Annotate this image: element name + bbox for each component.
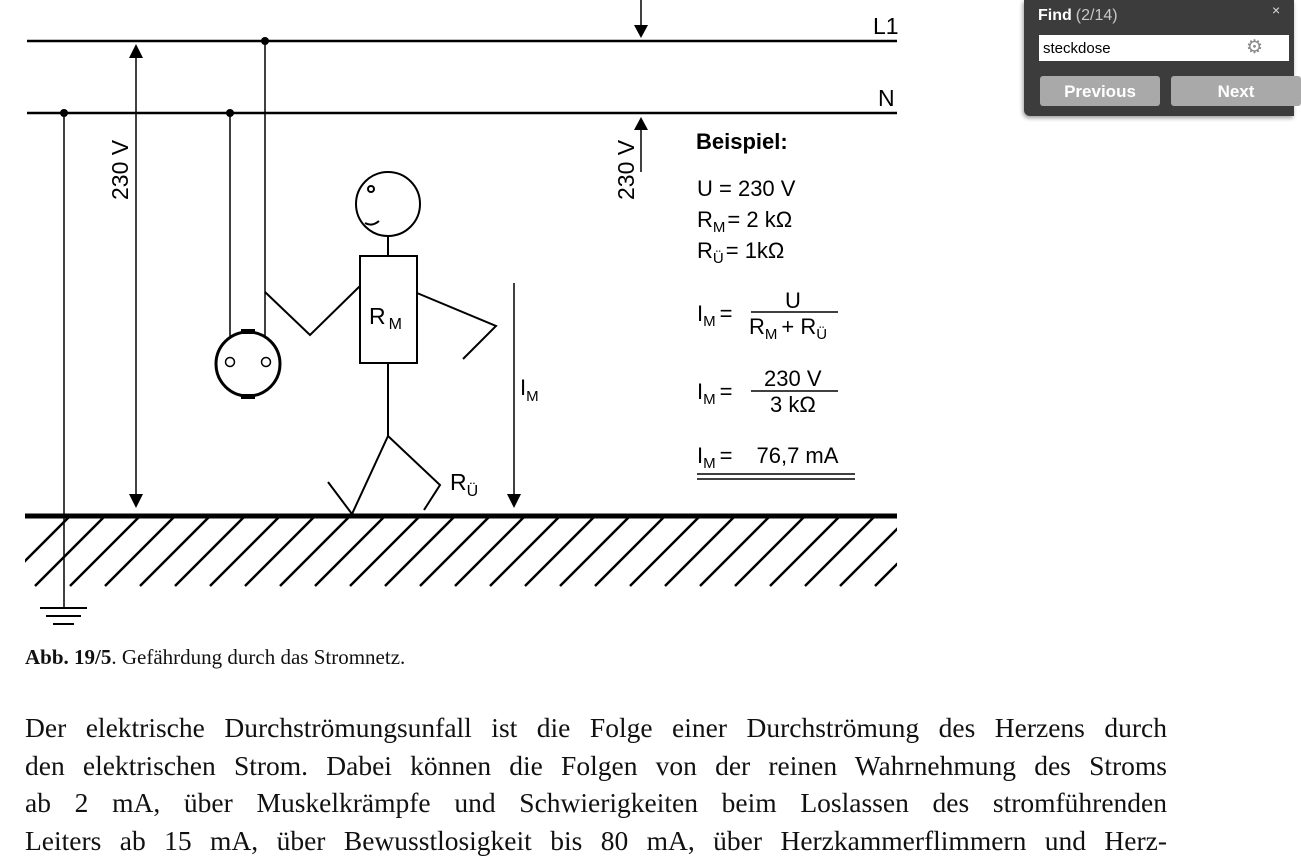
formula1-lhs: $I_M$ = (697, 301, 732, 330)
example-voltage: U = 230 V (697, 176, 796, 201)
hatch-line (770, 516, 840, 586)
formula1-numerator: U (785, 288, 801, 313)
paragraph-line: Leiters ab 15 mA, über Bewusstlosigkeit bis 80 mA, über Herzkammerflimmern und Herz- (25, 822, 1167, 859)
formula2-denominator: 3 kΩ (770, 392, 816, 417)
current-label: $I_M$ (520, 375, 539, 405)
figure-caption-text: . Gefährdung durch das Stromnetz. (111, 645, 405, 669)
hatch-line (455, 516, 525, 586)
hatch-line (420, 516, 490, 586)
paragraph-line: Der elektrische Durchströmungsunfall ist die Folge einer Durchströmung des Herzens durch (25, 709, 1167, 747)
paragraph-line: den elektrischen Strom. Dabei können die Folgen von der reinen Wahrnehmung des Stroms (25, 747, 1167, 785)
hatch-line (70, 516, 140, 586)
hatch-line (735, 516, 805, 586)
hatch-line (665, 516, 735, 586)
previous-button[interactable]: Previous (1040, 76, 1160, 106)
voltage-label-right: 230 V (613, 139, 639, 200)
hatch-line (875, 516, 945, 586)
body-paragraph (25, 709, 1167, 859)
voltage-arrowhead-right (634, 117, 648, 130)
figure-caption-label: Abb. 19/5 (25, 645, 111, 669)
example-body-resistance: $R_M= 2$ kΩ (697, 207, 792, 236)
next-button[interactable]: Next (1171, 76, 1301, 106)
formula2-lhs: $I_M$ = (697, 379, 732, 408)
hatch-line (490, 516, 560, 586)
figure-caption (25, 645, 405, 670)
example-transition-resistance: $R_Ü= 1k\Omega$ (697, 238, 784, 267)
hatch-line (945, 516, 1015, 586)
voltage-arrowhead-top (129, 44, 143, 58)
transition-resistance-label: $R_Ü$ (450, 469, 478, 500)
l1-arrowhead (634, 25, 648, 38)
hatch-line (805, 516, 875, 586)
hatch-line (315, 516, 385, 586)
hatch-line (175, 516, 245, 586)
hatch-line (840, 516, 910, 586)
hatch-line (560, 516, 630, 586)
example-heading: Beispiel: (696, 129, 788, 154)
hatch-line (210, 516, 280, 586)
hatch-line (140, 516, 210, 586)
hatch-line (0, 516, 70, 586)
hatch-line (700, 516, 770, 586)
hatch-line (525, 516, 595, 586)
voltage-label-left: 230 V (107, 139, 133, 200)
hatch-line (245, 516, 315, 586)
hatch-line (105, 516, 175, 586)
l1-label: L1 (873, 13, 899, 39)
close-icon[interactable]: × (1272, 2, 1280, 18)
hatch-line (630, 516, 700, 586)
voltage-arrowhead-bottom (129, 494, 143, 508)
person-figure (265, 172, 496, 514)
hatch-line (595, 516, 665, 586)
formula1-denominator: $R_M + R_Ü$ (749, 314, 827, 343)
n-label: N (878, 85, 895, 111)
hatch-line (385, 516, 455, 586)
paragraph-line: ab 2 mA, über Muskelkrämpfe und Schwierigkeiten beim Loslassen des stromführenden (25, 784, 1167, 822)
formula2-numerator: 230 V (764, 366, 822, 391)
earth-symbol (40, 608, 87, 624)
hatch-line (910, 516, 980, 586)
current-arrowhead (507, 494, 521, 508)
example-calculation (696, 129, 855, 479)
find-title: Find (2/14) (1038, 7, 1118, 25)
ground-hatching (0, 516, 1015, 586)
body-resistance-label: R $_M$ (369, 303, 402, 333)
result-line: $I_M = 76,7$ mA (697, 443, 839, 472)
find-match-count: (2/14) (1076, 7, 1118, 24)
hatch-line (350, 516, 420, 586)
hatch-line (35, 516, 105, 586)
socket-icon (216, 329, 280, 399)
hatch-line (280, 516, 350, 586)
gear-icon[interactable]: ⚙ (1246, 36, 1263, 59)
